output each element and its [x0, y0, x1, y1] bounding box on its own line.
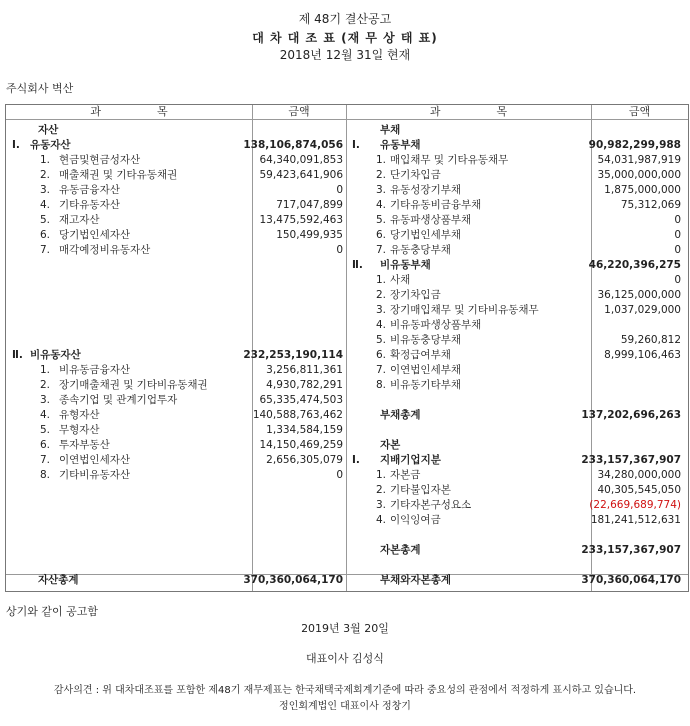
row-amount: 14,150,469,259: [259, 439, 343, 451]
statement-title: 대 차 대 조 표 (재 무 상 태 표): [252, 31, 438, 45]
item-number: 6.: [40, 439, 51, 451]
row-label: 유동파생상품부채: [390, 214, 472, 226]
item-number: 7.: [376, 364, 387, 376]
notice-title: 제 48기 결산공고: [298, 12, 392, 26]
item-number: 2.: [376, 484, 387, 496]
row-amount: 3,256,811,361: [266, 364, 343, 376]
table-row: [12, 438, 344, 453]
row-amount: 232,253,190,114: [243, 349, 343, 361]
item-number: 1.: [40, 364, 51, 376]
table-row: [352, 363, 684, 378]
header-subject-right: 과 목: [429, 105, 508, 118]
item-number: 8.: [40, 469, 51, 481]
row-label: 이연법인세자산: [59, 454, 131, 466]
row-label: 비유동파생상품부채: [390, 319, 482, 331]
row-label: 기타유동자산: [59, 199, 120, 211]
row-amount: 35,000,000,000: [597, 169, 681, 181]
row-amount: 1,037,029,000: [604, 304, 681, 316]
row-amount: 34,280,000,000: [597, 469, 681, 481]
row-amount: (22,669,689,774): [589, 499, 681, 511]
row-label: 재고자산: [59, 214, 100, 226]
row-label: 자본총계: [380, 544, 421, 556]
section-numeral: Ⅰ.: [12, 139, 20, 151]
item-number: 3.: [376, 304, 387, 316]
row-label: 자본: [380, 439, 401, 451]
row-label: 단기차입금: [390, 169, 441, 181]
row-label: 지배기업지분: [380, 454, 441, 466]
row-label: 비유동자산: [30, 349, 81, 361]
row-label: 부채와자본총계: [380, 574, 452, 586]
row-label: 장기차입금: [390, 289, 441, 301]
table-row: [352, 123, 684, 138]
row-label: 유동성장기부채: [390, 184, 462, 196]
table-row: [12, 198, 344, 213]
row-label: 자본금: [390, 469, 421, 481]
item-number: 4.: [40, 409, 51, 421]
item-number: 5.: [40, 214, 51, 226]
company-name: 주식회사 벽산: [6, 82, 74, 95]
row-amount: 64,340,091,853: [259, 154, 343, 166]
row-label: 부채: [380, 124, 401, 136]
row-amount: 150,499,935: [276, 229, 343, 241]
row-amount: 181,241,512,631: [590, 514, 681, 526]
row-amount: 59,423,641,906: [259, 169, 343, 181]
row-label: 매각예정비유동자산: [59, 244, 151, 256]
table-row: [12, 183, 344, 198]
row-amount: 90,982,299,988: [588, 139, 681, 151]
row-amount: 0: [674, 229, 681, 241]
row-label: 장기매출채권 및 기타비유동채권: [59, 379, 208, 391]
row-label: 장기매입채무 및 기타비유동채무: [390, 304, 539, 316]
header-subject-left: 과 목: [90, 105, 168, 118]
row-amount: 36,125,000,000: [597, 289, 681, 301]
table-row: [352, 318, 684, 333]
row-label: 비유동기타부채: [390, 379, 462, 391]
header-amount-right: 금액: [628, 105, 651, 118]
row-amount: 137,202,696,263: [581, 409, 681, 421]
row-label: 비유동충당부채: [390, 334, 462, 346]
item-number: 4.: [376, 199, 387, 211]
table-row: [352, 573, 684, 588]
row-amount: 233,157,367,907: [581, 544, 681, 556]
table-row: [12, 363, 344, 378]
table-row: [12, 573, 344, 588]
row-label: 기타유동비금융부채: [390, 199, 482, 211]
table-row: [12, 153, 344, 168]
section-numeral: Ⅱ.: [12, 349, 23, 361]
item-number: 2.: [376, 169, 387, 181]
table-row: [352, 258, 684, 273]
row-label: 기타자본구성요소: [390, 499, 472, 511]
table-row: [352, 498, 684, 513]
row-label: 무형자산: [59, 424, 100, 436]
row-amount: 233,157,367,907: [581, 454, 681, 466]
row-label: 매입채무 및 기타유동채무: [390, 154, 509, 166]
item-number: 1.: [40, 154, 51, 166]
item-number: 1.: [376, 274, 387, 286]
item-number: 4.: [376, 319, 387, 331]
item-number: 8.: [376, 379, 387, 391]
row-label: 유동자산: [30, 139, 71, 151]
row-label: 종속기업 및 관계기업투자: [59, 394, 178, 406]
item-number: 3.: [40, 394, 51, 406]
table-row: [352, 273, 684, 288]
row-amount: 54,031,987,919: [597, 154, 681, 166]
statement-date: 2018년 12월 31일 현재: [279, 48, 411, 62]
row-label: 부채총계: [380, 409, 421, 421]
table-row: [352, 468, 684, 483]
item-number: 6.: [40, 229, 51, 241]
auditor-name: 정인회계법인 대표이사 정창기: [279, 701, 411, 712]
table-row: [12, 168, 344, 183]
ceo-name: 대표이사 김성식: [306, 652, 384, 665]
row-amount: 0: [336, 469, 343, 481]
item-number: 2.: [40, 169, 51, 181]
table-row: [352, 303, 684, 318]
table-row: [352, 213, 684, 228]
item-number: 4.: [40, 199, 51, 211]
row-amount: 46,220,396,275: [588, 259, 681, 271]
table-row: [12, 213, 344, 228]
notice-date: 2019년 3월 20일: [301, 622, 389, 635]
table-row: [352, 408, 684, 423]
row-amount: 2,656,305,079: [266, 454, 343, 466]
table-row: [352, 543, 684, 558]
item-number: 7.: [40, 244, 51, 256]
row-label: 유동부채: [380, 139, 421, 151]
row-amount: 0: [674, 274, 681, 286]
section-numeral: Ⅱ.: [352, 259, 363, 271]
row-amount: 0: [336, 244, 343, 256]
table-row: [12, 423, 344, 438]
row-label: 당기법인세부채: [390, 229, 462, 241]
row-amount: 1,334,584,159: [266, 424, 343, 436]
row-label: 유형자산: [59, 409, 100, 421]
row-label: 기타비유동자산: [59, 469, 131, 481]
balance-sheet-table: [5, 104, 689, 592]
row-label: 자산총계: [38, 574, 79, 586]
audit-opinion: 감사의견 : 위 대차대조표를 포함한 제48기 재무제표는 한국채택국제회계기준에 따라 중요성의 관점에서 적정하게 표시하고 있습니다.: [53, 685, 637, 696]
row-amount: 75,312,069: [620, 199, 681, 211]
table-row: [12, 378, 344, 393]
table-row: [352, 483, 684, 498]
item-number: 1.: [376, 469, 387, 481]
table-row: [12, 468, 344, 483]
row-label: 이익잉여금: [390, 514, 441, 526]
table-row: [352, 153, 684, 168]
table-row: [352, 333, 684, 348]
table-row: [12, 138, 344, 153]
row-label: 현금및현금성자산: [59, 154, 141, 166]
row-label: 유동금융자산: [59, 184, 120, 196]
row-label: 비유동금융자산: [59, 364, 131, 376]
row-label: 자산: [38, 124, 59, 136]
row-amount: 65,335,474,503: [259, 394, 343, 406]
table-row: [12, 228, 344, 243]
row-label: 투자부동산: [59, 439, 110, 451]
row-label: 사채: [390, 274, 411, 286]
item-number: 3.: [376, 184, 387, 196]
row-amount: 13,475,592,463: [259, 214, 343, 226]
item-number: 4.: [376, 514, 387, 526]
row-label: 당기법인세자산: [59, 229, 131, 241]
item-number: 5.: [376, 214, 387, 226]
row-amount: 370,360,064,170: [581, 574, 681, 586]
row-label: 유동충당부채: [390, 244, 451, 256]
row-label: 매출채권 및 기타유동채권: [59, 169, 178, 181]
row-label: 이연법인세부채: [390, 364, 462, 376]
item-number: 2.: [40, 379, 51, 391]
table-row: [12, 393, 344, 408]
table-row: [352, 453, 684, 468]
item-number: 3.: [40, 184, 51, 196]
row-amount: 717,047,899: [276, 199, 343, 211]
table-row: [352, 138, 684, 153]
item-number: 6.: [376, 349, 387, 361]
item-number: 7.: [376, 244, 387, 256]
row-amount: 1,875,000,000: [604, 184, 681, 196]
row-amount: 138,106,874,056: [243, 139, 343, 151]
item-number: 6.: [376, 229, 387, 241]
table-row: [352, 513, 684, 528]
row-label: 기타불입자본: [390, 484, 451, 496]
item-number: 5.: [376, 334, 387, 346]
row-label: 비유동부채: [380, 259, 431, 271]
table-row: [352, 438, 684, 453]
row-amount: 8,999,106,463: [604, 349, 681, 361]
table-row: [352, 243, 684, 258]
table-row: [352, 168, 684, 183]
item-number: 1.: [376, 154, 387, 166]
table-row: [352, 183, 684, 198]
row-amount: 370,360,064,170: [243, 574, 343, 586]
table-row: [12, 243, 344, 258]
row-amount: 0: [336, 184, 343, 196]
table-row: [352, 348, 684, 363]
row-amount: 140,588,763,462: [252, 409, 343, 421]
item-number: 3.: [376, 499, 387, 511]
table-row: [352, 228, 684, 243]
table-row: [12, 123, 344, 138]
item-number: 7.: [40, 454, 51, 466]
row-amount: 4,930,782,291: [266, 379, 343, 391]
row-amount: 0: [674, 244, 681, 256]
notice-statement: 상기와 같이 공고함: [6, 605, 99, 618]
table-row: [12, 408, 344, 423]
row-label: 확정급여부채: [390, 349, 451, 361]
row-amount: 40,305,545,050: [597, 484, 681, 496]
section-numeral: Ⅰ.: [352, 454, 360, 466]
table-row: [12, 453, 344, 468]
header-amount-left: 금액: [288, 105, 310, 118]
table-row: [352, 198, 684, 213]
item-number: 2.: [376, 289, 387, 301]
row-amount: 59,260,812: [620, 334, 681, 346]
item-number: 5.: [40, 424, 51, 436]
row-amount: 0: [674, 214, 681, 226]
section-numeral: Ⅰ.: [352, 139, 360, 151]
table-row: [352, 378, 684, 393]
table-row: [12, 348, 344, 363]
table-row: [352, 288, 684, 303]
